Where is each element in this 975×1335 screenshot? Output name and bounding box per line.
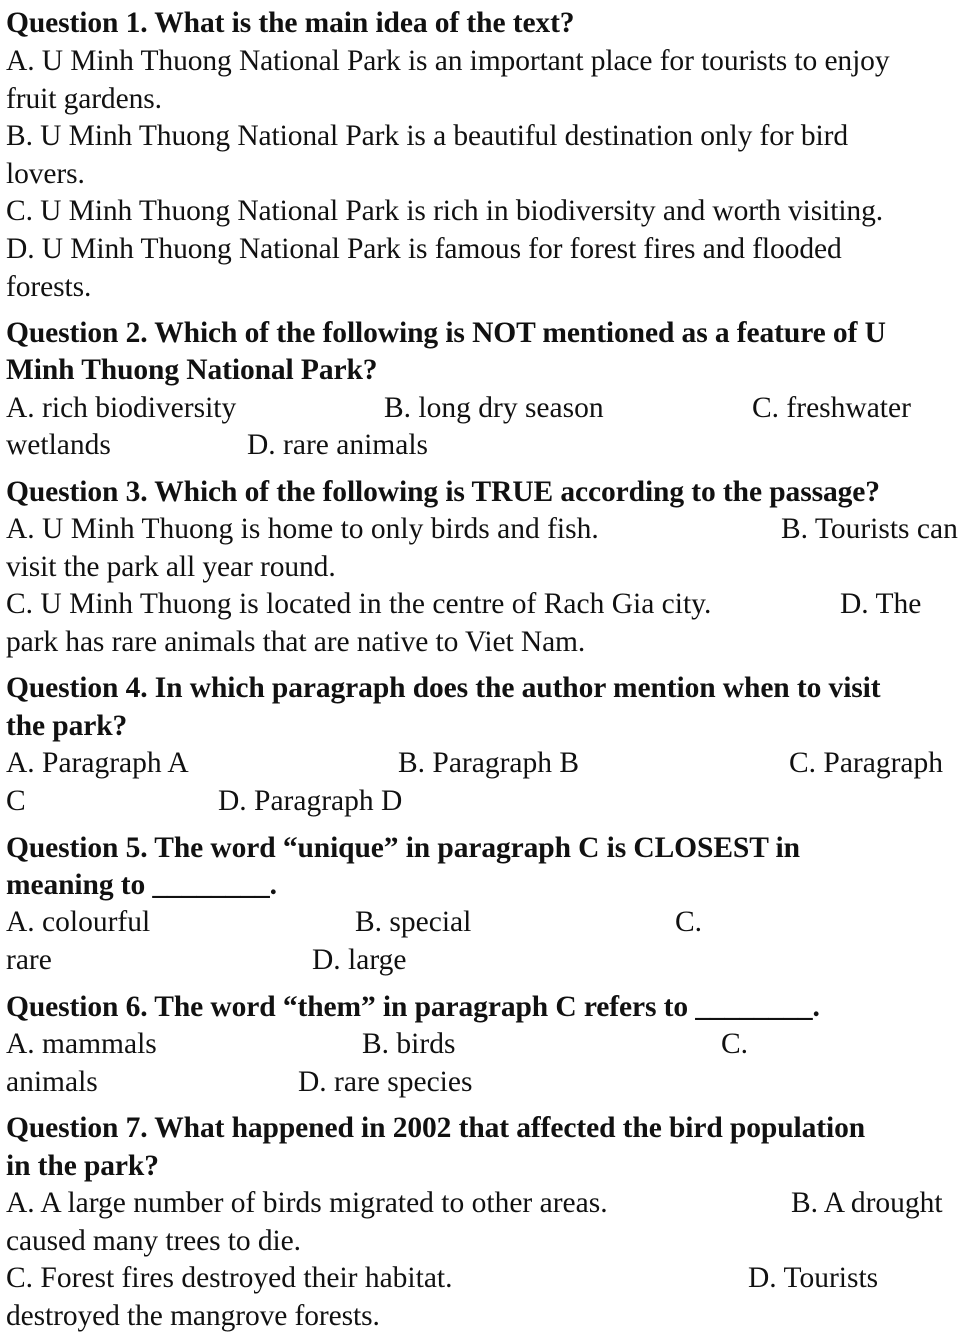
question-7-prompt: Question 7. What happened in 2002 that affected the bird population: [6, 1112, 866, 1144]
question-7-option-b-cont: caused many trees to die.: [6, 1225, 301, 1257]
question-3-option-c[interactable]: C. U Minh Thuong is located in the centre of Rach Gia city.: [6, 588, 712, 620]
question-1-option-c[interactable]: C. U Minh Thuong National Park is rich in biodiversity and worth visiting.: [6, 195, 883, 227]
question-6-prompt: Question 6. The word “them” in paragraph C refers to ________.: [6, 991, 820, 1023]
question-2-option-a[interactable]: A. rich biodiversity: [6, 392, 237, 424]
question-5-option-a[interactable]: A. colourful: [6, 906, 151, 938]
question-4-option-d[interactable]: D. Paragraph D: [218, 785, 403, 817]
question-3-option-d[interactable]: D. The: [840, 588, 922, 620]
question-6-option-d[interactable]: D. rare species: [298, 1066, 473, 1098]
question-3-option-d-cont: park has rare animals that are native to Viet Nam.: [6, 626, 586, 658]
question-2-option-b[interactable]: B. long dry season: [384, 392, 604, 424]
question-3-option-b-cont: visit the park all year round.: [6, 551, 336, 583]
question-1-option-b-cont: lovers.: [6, 158, 85, 190]
question-4-option-c-cont: C: [6, 785, 26, 817]
question-4-prompt-cont: the park?: [6, 710, 128, 742]
question-5-prompt-cont: meaning to ________.: [6, 869, 277, 901]
question-3-option-b[interactable]: B. Tourists can: [781, 513, 958, 545]
question-6-option-c-cont: animals: [6, 1066, 98, 1098]
question-6-option-c[interactable]: C.: [721, 1028, 749, 1060]
question-5-option-d[interactable]: D. large: [312, 944, 407, 976]
question-2-prompt-cont: Minh Thuong National Park?: [6, 354, 378, 386]
question-7-option-c[interactable]: C. Forest fires destroyed their habitat.: [6, 1262, 453, 1294]
question-4-option-b[interactable]: B. Paragraph B: [398, 747, 580, 779]
question-1-option-b[interactable]: B. U Minh Thuong National Park is a beautiful destination only for bird: [6, 120, 849, 152]
question-1-prompt: Question 1. What is the main idea of the text?: [6, 7, 575, 39]
question-3-prompt: Question 3. Which of the following is TRUE according to the passage?: [6, 476, 880, 508]
question-3-option-a[interactable]: A. U Minh Thuong is home to only birds and fish.: [6, 513, 599, 545]
question-1-option-a-cont: fruit gardens.: [6, 83, 162, 115]
question-6-option-a[interactable]: A. mammals: [6, 1028, 157, 1060]
question-1-option-a[interactable]: A. U Minh Thuong National Park is an important place for tourists to enjoy: [6, 45, 890, 77]
question-4-option-c[interactable]: C. Paragraph: [789, 747, 944, 779]
question-2-prompt: Question 2. Which of the following is NOT mentioned as a feature of U: [6, 317, 886, 349]
question-2-option-c[interactable]: C. freshwater: [752, 392, 911, 424]
question-7-option-d[interactable]: D. Tourists: [748, 1262, 879, 1294]
question-1-option-d-cont: forests.: [6, 271, 92, 303]
question-2-option-d[interactable]: D. rare animals: [247, 429, 429, 461]
question-4-option-a[interactable]: A. Paragraph A: [6, 747, 189, 779]
question-7-option-d-cont: destroyed the mangrove forests.: [6, 1300, 380, 1332]
question-5-option-c[interactable]: C.: [675, 906, 703, 938]
question-7-prompt-cont: in the park?: [6, 1150, 159, 1182]
question-5-option-c-cont: rare: [6, 944, 52, 976]
question-6-option-b[interactable]: B. birds: [362, 1028, 456, 1060]
question-7-option-a[interactable]: A. A large number of birds migrated to other areas.: [6, 1187, 608, 1219]
question-5-prompt: Question 5. The word “unique” in paragraph C is CLOSEST in: [6, 832, 800, 864]
question-5-option-b[interactable]: B. special: [355, 906, 472, 938]
question-1-option-d[interactable]: D. U Minh Thuong National Park is famous for forest fires and flooded: [6, 233, 842, 265]
question-2-option-c-cont: wetlands: [6, 429, 111, 461]
question-7-option-b[interactable]: B. A drought: [791, 1187, 943, 1219]
question-4-prompt: Question 4. In which paragraph does the author mention when to visit: [6, 672, 881, 704]
